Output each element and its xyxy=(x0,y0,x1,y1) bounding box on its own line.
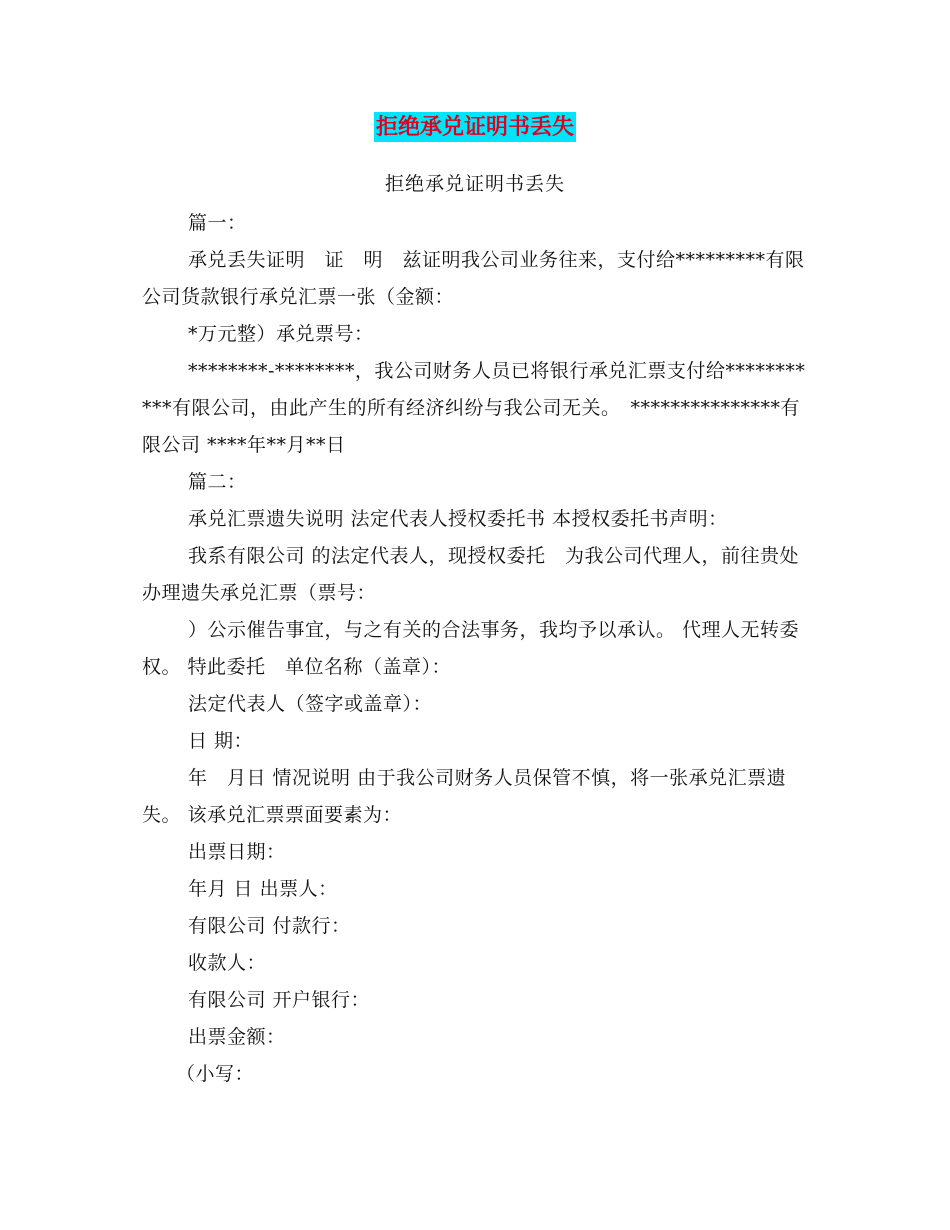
paragraph-section-heading: 篇一： xyxy=(188,212,247,234)
paragraph: 我系有限公司 的法定代表人，现授权委托 为我公司代理人，前往贵处办理遗失承兑汇票（票号： xyxy=(142,545,800,604)
paragraph: ********-********，我公司财务人员已将银行承兑汇票支付给***********有限公司，由此产生的所有经济纠纷与我公司无关。 ***************有限公司 ****年**月**日 xyxy=(142,360,806,456)
paragraph: 年月 日 出票人： xyxy=(188,878,338,900)
paragraph: 年 月日 情况说明 由于我公司财务人员保管不慎，将一张承兑汇票遗失。 该承兑汇票票面要素为： xyxy=(142,767,787,826)
document-subtitle: 拒绝承兑证明书丢失 xyxy=(384,173,565,195)
paragraph: 日 期： xyxy=(188,730,254,752)
paragraph: 收款人： xyxy=(188,952,267,974)
paragraph: （小写： xyxy=(176,1063,255,1085)
paragraph-section-heading: 篇二： xyxy=(188,471,247,493)
paragraph: 有限公司 付款行： xyxy=(188,915,351,937)
paragraph: 承兑丢失证明 证 明 兹证明我公司业务往来，支付给*********有限公司货款银行承兑汇票一张（金额： xyxy=(142,249,805,308)
paragraph: 有限公司 开户银行： xyxy=(188,989,371,1011)
paragraph: 出票金额： xyxy=(188,1026,286,1048)
paragraph: 出票日期： xyxy=(188,841,286,863)
paragraph: 承兑汇票遗失说明 法定代表人授权委托书 本授权委托书声明： xyxy=(188,508,728,530)
paragraph: ）公示催告事宜，与之有关的合法事务，我均予以承认。 代理人无转委权。 特此委托 单位名称（盖章）： xyxy=(142,619,800,678)
paragraph: 法定代表人（签字或盖章）： xyxy=(188,693,433,715)
paragraph: *万元整）承兑票号： xyxy=(188,323,374,345)
document-title: 拒绝承兑证明书丢失 xyxy=(375,114,574,140)
document-body xyxy=(142,205,808,1093)
title-container xyxy=(0,112,950,142)
